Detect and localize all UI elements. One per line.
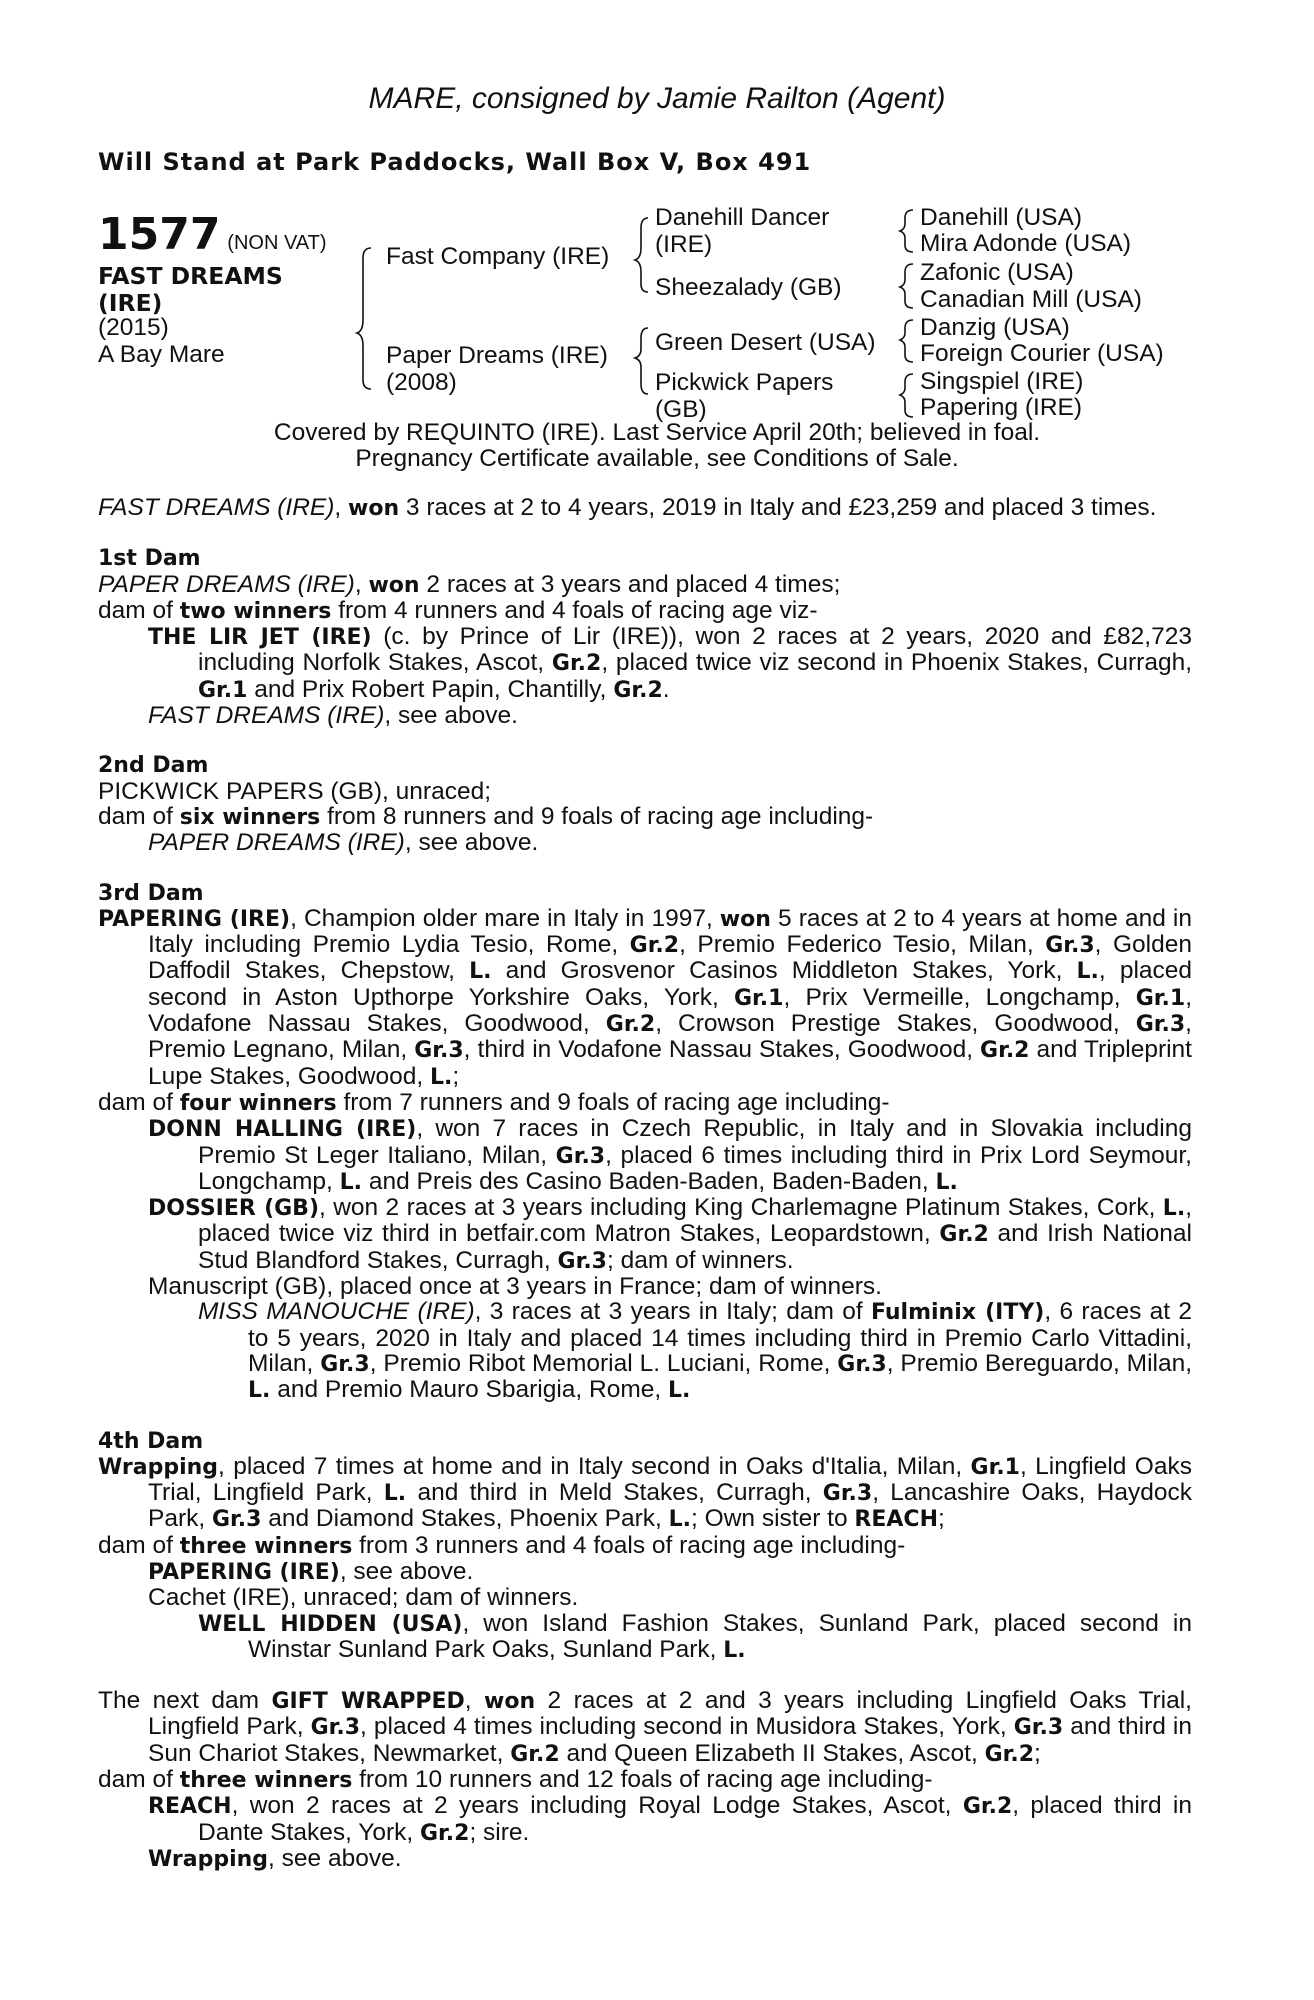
progeny-text: , placed 6 times including third in Prix Lord Seymour, Longchamp,: [198, 1141, 1192, 1195]
covering-note: [0, 420, 1314, 471]
grade: L.: [668, 1378, 691, 1404]
progeny-text: , see above.: [339, 1557, 474, 1585]
progeny-text: , won 7 races in Czech Republic, in Italy and in Slovakia including Premio St Leger Italiano, Milan,: [198, 1115, 1192, 1169]
produce-text: from 4 runners and 4 foals of racing age viz-: [331, 596, 818, 624]
progeny-entry: [98, 1116, 1192, 1195]
pedigree-sire: Fast Company (IRE): [386, 243, 610, 270]
progeny-name: PAPERING (IRE): [148, 1559, 340, 1585]
grade: Gr.2: [420, 1820, 470, 1846]
progeny-name: MISS MANOUCHE (IRE): [198, 1298, 475, 1326]
progeny-name: Fulminix (ITY): [870, 1300, 1045, 1326]
fourth-dam-produce-line: [98, 1533, 1192, 1559]
winners-count: four winners: [179, 1090, 337, 1116]
pedigree-g1: Danehill (USA): [920, 204, 1083, 231]
first-dam-name: PAPER DREAMS (IRE): [98, 570, 355, 598]
grade: Gr.3: [212, 1507, 262, 1533]
progeny-name: REACH: [148, 1794, 232, 1820]
record-text: and Tripleprint Lupe Stakes, Goodwood,: [148, 1036, 1192, 1090]
lot-number: 1577: [98, 209, 221, 260]
intro-paragraph: FAST DREAMS (IRE), won 3 races at 2 to 4 years, 2019 in Italy and £23,259 and placed 3 times.: [98, 494, 1157, 521]
horse-description: A Bay Mare: [98, 340, 225, 368]
progeny-text: (c. by Prince of Lir (IRE)), won 2 races at 2 years, 2020 and £82,723 including Norfolk Stakes, Ascot,: [198, 623, 1192, 677]
pedigree-dam: [386, 343, 608, 396]
bracket-g4: [900, 374, 913, 417]
dam-of-label: dam of: [98, 1088, 180, 1116]
second-dam-section: [98, 753, 1192, 855]
next-dam-section: [98, 1688, 1192, 1872]
progeny-text: , placed third in Dante Stakes, York,: [198, 1792, 1192, 1846]
progeny-text: ; dam of winners.: [606, 1246, 794, 1274]
progeny-text: , 6 races at 2 to 5 years, 2020 in Italy and placed 14 times including third in Premio Carlo Vittadini, Milan,: [248, 1298, 1193, 1377]
lot-title: MARE, consigned by Jamie Railton (Agent): [368, 82, 946, 115]
progeny-name: THE LIR JET (IRE): [148, 625, 372, 651]
grade: Gr.1: [1135, 985, 1186, 1011]
record-text: , Crowson Prestige Stakes, Goodwood,: [655, 1010, 1136, 1038]
pedigree-dam-dam-line1: Pickwick Papers: [655, 369, 834, 396]
progeny-text: , placed twice viz second in Phoenix Stakes, Curragh,: [601, 649, 1192, 677]
vat-status: (NON VAT): [227, 232, 327, 254]
record-text: and Queen Elizabeth II Stakes, Ascot,: [559, 1739, 985, 1767]
grade: Gr.2: [613, 677, 663, 703]
covering-line: Covered by REQUINTO (IRE). Last Service April 20th; believed in foal.: [273, 419, 1041, 446]
pedigree-sire-sire-line1: Danehill Dancer: [655, 204, 830, 231]
record-text: ; Own sister to: [691, 1505, 855, 1533]
horse-name-line2: (IRE): [98, 289, 163, 317]
first-dam-heading: 1st Dam: [98, 546, 201, 572]
progeny-entry: [98, 1793, 1192, 1846]
pedigree-g7: Singspiel (IRE): [920, 368, 1084, 395]
horse-name-line1: FAST DREAMS: [98, 262, 283, 290]
record-text: ,: [464, 1687, 485, 1715]
grade: Gr.1: [970, 1454, 1020, 1480]
pedigree-g5: Danzig (USA): [920, 314, 1070, 341]
progeny-text: , see above.: [384, 702, 518, 730]
third-dam-name: PAPERING (IRE): [98, 906, 291, 932]
pedigree-dam-year: (2008): [386, 368, 457, 396]
winners-count: three winners: [179, 1768, 353, 1794]
record-text: ;: [1034, 1739, 1041, 1767]
winners-count: three winners: [179, 1533, 353, 1559]
progeny-text: , see above.: [268, 1844, 402, 1872]
bracket-sire: [635, 218, 648, 292]
grade: L.: [429, 1064, 453, 1090]
record-text: , Lancashire Oaks, Haydock Park,: [148, 1479, 1192, 1533]
progeny-text: , see above.: [404, 829, 539, 857]
grade: Gr.2: [980, 1038, 1030, 1064]
next-dam-name: GIFT WRAPPED: [271, 1689, 465, 1715]
progeny-entry: Manuscript (GB), placed once at 3 years in France; dam of winners.: [148, 1273, 882, 1301]
grade: Gr.3: [837, 1351, 887, 1377]
progeny-entry: [98, 1846, 1192, 1872]
grade: L.: [668, 1507, 692, 1533]
record-text: and Diamond Stakes, Phoenix Park,: [261, 1505, 669, 1533]
progeny-name: PAPER DREAMS (IRE): [148, 829, 405, 857]
intro-text: 3 races at 2 to 4 years, 2019 in Italy and £23,259 and placed 3 times.: [399, 494, 1157, 521]
bracket-main: [357, 248, 371, 389]
fourth-dam-section: [98, 1429, 1192, 1664]
pedigree-sire-sire: [655, 205, 829, 258]
progeny-entry: Cachet (IRE), unraced; dam of winners.: [148, 1584, 579, 1612]
grade: L.: [1162, 1196, 1186, 1222]
foaling-year: (2015): [98, 314, 169, 341]
dam-of-label: dam of: [98, 596, 180, 624]
first-dam-section: [98, 546, 1192, 728]
progeny-name: DOSSIER (GB): [148, 1196, 320, 1222]
progeny-text: and Preis des Casino Baden-Baden, Baden-Baden,: [362, 1167, 936, 1195]
progeny-text: , won Island Fashion Stakes, Sunland Park, placed second in Winstar Sunland Park Oaks, Sunland Park,: [248, 1609, 1192, 1663]
third-dam-section: [98, 881, 1192, 1404]
bracket-dam: [635, 328, 648, 394]
produce-text: from 8 runners and 9 foals of racing age including-: [320, 802, 874, 830]
record-text: , placed 4 times including second in Musidora Stakes, York,: [360, 1713, 1014, 1741]
winners-count: two winners: [179, 598, 332, 624]
record-text: , Prix Vermeille, Longchamp,: [783, 983, 1136, 1011]
progeny-entry: [98, 1195, 1192, 1274]
bracket-g1: [900, 210, 913, 252]
first-dam-produce-line: [98, 598, 1192, 624]
record-text: , Premio Federico Tesio, Milan,: [679, 931, 1046, 959]
record-text: , Vodafone Nassau Stakes, Goodwood,: [148, 983, 1192, 1038]
sibling-name: REACH: [854, 1507, 938, 1533]
second-dam-heading: 2nd Dam: [98, 753, 209, 779]
record-text: , Lingfield Oaks Trial, Lingfield Park,: [148, 1452, 1192, 1507]
grand-progeny-entry: [98, 1611, 1192, 1664]
grade: L.: [723, 1637, 746, 1663]
grade: Gr.1: [734, 985, 784, 1011]
grade: Gr.3: [1135, 1012, 1186, 1038]
grade: Gr.3: [557, 1248, 607, 1274]
grade: Gr.3: [320, 1351, 370, 1377]
grade: L.: [1076, 959, 1099, 985]
progeny-text: , placed twice viz third in betfair.com Matron Stakes, Leopardstown,: [198, 1194, 1192, 1248]
grade: Gr.3: [1013, 1715, 1064, 1741]
intro-name: FAST DREAMS (IRE): [98, 494, 335, 521]
bracket-g2: [900, 264, 913, 308]
progeny-entry: [98, 1559, 1192, 1585]
grade: Gr.3: [414, 1038, 464, 1064]
progeny-name: FAST DREAMS (IRE): [148, 702, 385, 730]
won-label: won: [719, 906, 771, 932]
third-dam-produce-line: [98, 1090, 1192, 1116]
record-text: , Premio Legnano, Milan,: [148, 1010, 1192, 1064]
pedigree-g4: Canadian Mill (USA): [920, 286, 1142, 313]
progeny-text: and Premio Mauro Sbarigia, Rome,: [270, 1376, 669, 1404]
record-text: 2 races at 2 and 3 years including Lingfield Oaks Trial, Lingfield Park,: [148, 1687, 1192, 1741]
third-dam-record: [98, 906, 1192, 1090]
first-dam-text: 2 races at 3 years and placed 4 times;: [419, 570, 841, 598]
record-text: , Champion older mare in Italy in 1997,: [290, 904, 720, 932]
next-dam-record: [98, 1688, 1192, 1767]
pedigree-g6: Foreign Courier (USA): [920, 340, 1164, 367]
fourth-dam-record: [98, 1454, 1192, 1533]
progeny-entry: [98, 703, 1192, 728]
record-text: , Golden Daffodil Stakes, Chepstow,: [148, 931, 1192, 985]
winners-count: six winners: [179, 804, 321, 830]
grade: Gr.1: [198, 677, 248, 703]
grade: Gr.3: [555, 1143, 606, 1169]
grade: L.: [383, 1481, 407, 1507]
first-dam-won: won: [368, 572, 420, 598]
won-label: won: [484, 1689, 536, 1715]
grade: L.: [469, 959, 492, 985]
fourth-dam-name: Wrapping: [98, 1454, 219, 1480]
grade: Gr.2: [629, 933, 680, 959]
catalogue-body: [98, 495, 1192, 1872]
grand-progeny-entry: [98, 1299, 1192, 1403]
grade: Gr.3: [822, 1481, 873, 1507]
pedigree-g8: Papering (IRE): [920, 394, 1083, 421]
grade: Gr.2: [510, 1741, 560, 1767]
grade: Gr.2: [939, 1222, 989, 1248]
produce-text: from 10 runners and 12 foals of racing age including-: [352, 1766, 933, 1794]
pregnancy-note: Pregnancy Certificate available, see Conditions of Sale.: [355, 444, 959, 472]
progeny-text: ; sire.: [469, 1818, 530, 1846]
record-text: and third in Sun Chariot Stakes, Newmarket,: [148, 1713, 1192, 1767]
first-dam-line: PAPER DREAMS (IRE), won 2 races at 3 years and placed 4 times;: [98, 570, 841, 598]
record-text: 5 races at 2 to 4 years at home and in Italy including Premio Lydia Tesio, Rome,: [148, 904, 1192, 959]
record-text: and Grosvenor Casinos Middleton Stakes, York,: [491, 957, 1077, 985]
pedigree-dam-name: Paper Dreams (IRE): [386, 342, 608, 369]
record-text: , placed 7 times at home and in Italy second in Oaks d'Italia, Milan,: [218, 1452, 971, 1480]
record-text: The next dam: [98, 1687, 272, 1715]
progeny-text: , 3 races at 3 years in Italy; dam of: [474, 1298, 871, 1326]
pedigree-sire-sire-line2: (IRE): [655, 230, 713, 258]
progeny-text: , won 2 races at 3 years including King Charlemagne Platinum Stakes, Cork,: [319, 1194, 1163, 1222]
progeny-entry: [98, 624, 1192, 703]
dam-of-label: dam of: [98, 802, 180, 830]
next-dam-produce-line: [98, 1767, 1192, 1793]
intro-won: won: [348, 496, 400, 521]
progeny-text: , Premio Ribot Memorial L. Luciani, Rome,: [369, 1349, 838, 1377]
produce-text: from 7 runners and 9 foals of racing age including-: [336, 1088, 890, 1116]
record-text: ;: [937, 1505, 945, 1533]
pedigree-dam-sire: Green Desert (USA): [655, 329, 876, 356]
dam-of-label: dam of: [98, 1766, 180, 1794]
second-dam-line: PICKWICK PAPERS (GB), unraced;: [98, 777, 492, 805]
second-dam-produce-line: [98, 804, 1192, 830]
progeny-text: , won 2 races at 2 years including Royal Lodge Stakes, Ascot,: [231, 1792, 963, 1820]
produce-text: from 3 runners and 4 foals of racing age including-: [352, 1531, 906, 1559]
third-dam-heading: 3rd Dam: [98, 880, 204, 906]
grade: L.: [935, 1169, 958, 1195]
progeny-text: and Irish National Stud Blandford Stakes, Curragh,: [198, 1220, 1192, 1274]
progeny-name: WELL HIDDEN (USA): [198, 1611, 463, 1637]
record-text: , placed second in Aston Upthorpe Yorkshire Oaks, York,: [148, 957, 1193, 1011]
progeny-text: , Premio Bereguardo, Milan,: [886, 1349, 1193, 1377]
grade: L.: [248, 1378, 271, 1404]
pedigree-sire-dam: Sheezalady (GB): [655, 274, 842, 301]
stand-location: Will Stand at Park Paddocks, Wall Box V, Box 491: [98, 148, 812, 176]
record-text: ;: [452, 1062, 460, 1090]
record-text: , third in Vodafone Nassau Stakes, Goodwood,: [463, 1036, 981, 1064]
grade: Gr.3: [310, 1715, 361, 1741]
dam-of-label: dam of: [98, 1531, 180, 1559]
pedigree-g2: Mira Adonde (USA): [920, 230, 1132, 257]
grade: Gr.2: [962, 1794, 1013, 1820]
grade: Gr.2: [984, 1741, 1034, 1767]
bracket-g3: [900, 320, 913, 362]
grade: Gr.2: [551, 651, 602, 677]
pedigree-g3: Zafonic (USA): [920, 259, 1074, 286]
progeny-entry: [98, 830, 1192, 855]
grade: Gr.3: [1045, 933, 1095, 959]
grade: L.: [339, 1169, 363, 1195]
pedigree-dam-dam-line2: (GB): [655, 395, 707, 423]
progeny-name: Wrapping: [148, 1846, 269, 1872]
progeny-name: DONN HALLING (IRE): [148, 1117, 417, 1143]
fourth-dam-heading: 4th Dam: [98, 1428, 204, 1454]
progeny-text: .: [662, 675, 670, 703]
grade: Gr.2: [605, 1012, 656, 1038]
progeny-text: and Prix Robert Papin, Chantilly,: [247, 675, 614, 703]
pedigree-dam-dam: [655, 370, 833, 423]
record-text: and third in Meld Stakes, Curragh,: [406, 1479, 823, 1507]
